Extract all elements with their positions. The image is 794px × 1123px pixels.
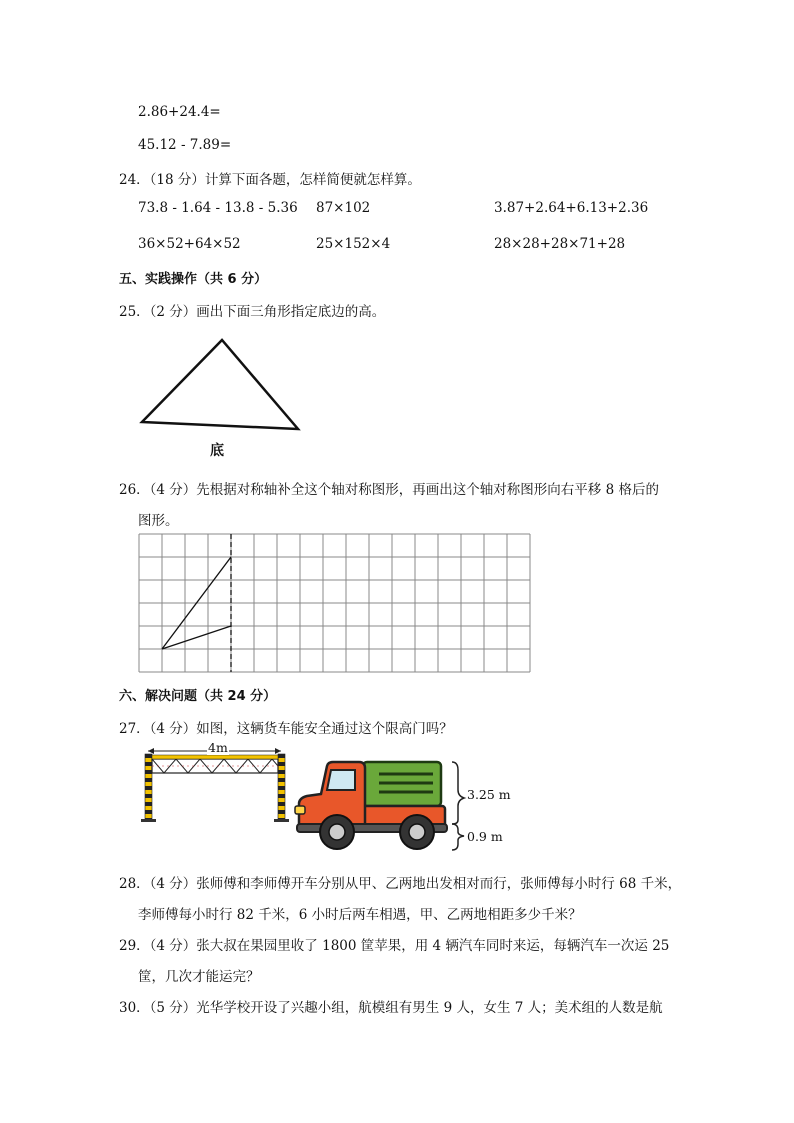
q25-triangle xyxy=(140,338,305,433)
figure-edge-lower xyxy=(162,626,231,649)
calc-line-2: 45.12 - 7.89= xyxy=(138,137,232,153)
q28-line1: 28．（4 分）张师傅和李师傅开车分别从甲、乙两地出发相对而行，张师傅每小时行 68 千米， xyxy=(119,876,682,892)
q26-title-line1: 26．（4 分）先根据对称轴补全这个轴对称图形，再画出这个轴对称图形向右平移 8 格后的 xyxy=(119,482,659,498)
calc-line-1: 2.86+24.4= xyxy=(138,104,221,120)
q24-r2c2: 25×152×4 xyxy=(316,236,391,252)
q27-title: 27．（4 分）如图，这辆货车能安全通过这个限高门吗？ xyxy=(119,721,453,737)
cargo-height-label: 3.25 m xyxy=(467,787,511,802)
q24-r2c3: 28×28+28×71+28 xyxy=(494,236,626,252)
q28-line2: 李师傅每小时行 82 千米，6 小时后两车相遇，甲、乙两地相距多少千米？ xyxy=(138,907,582,923)
q26-grid xyxy=(139,534,531,673)
q25-base-label: 底 xyxy=(210,443,224,459)
q30-line1: 30．（5 分）光华学校开设了兴趣小组，航模组有男生 9 人，女生 7 人；美术组的人数是航 xyxy=(119,1000,663,1016)
section5-heading: 五、实践操作（共 6 分） xyxy=(119,272,268,287)
q29-line2: 筐，几次才能运完？ xyxy=(138,969,260,985)
q24-title: 24．（18 分）计算下面各题，怎样简便就怎样算。 xyxy=(119,172,421,188)
q26-title-line2: 图形。 xyxy=(138,513,179,529)
section6-heading: 六、解决问题（共 24 分） xyxy=(119,689,277,704)
q24-r1c3: 3.87+2.64+6.13+2.36 xyxy=(494,200,649,216)
q29-line1: 29．（4 分）张大叔在果园里收了 1800 筐苹果，用 4 辆汽车同时来运，每辆汽车一次运 25 xyxy=(119,938,670,954)
q24-r1c1: 73.8 - 1.64 - 13.8 - 5.36 xyxy=(138,200,298,216)
q24-r1c2: 87×102 xyxy=(316,200,371,216)
gate-width-label: 4m xyxy=(208,740,228,755)
q25-title: 25．（2 分）画出下面三角形指定底边的高。 xyxy=(119,304,386,320)
q24-r2c1: 36×52+64×52 xyxy=(138,236,241,252)
truck-illustration xyxy=(293,760,453,852)
ground-clearance-label: 0.9 m xyxy=(467,829,503,844)
